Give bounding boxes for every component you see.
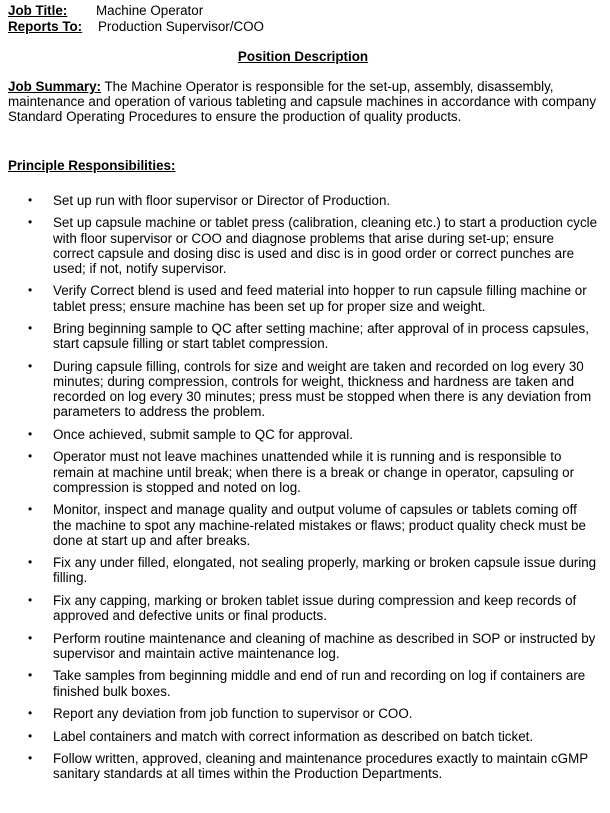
bullet-icon: • — [28, 283, 33, 298]
responsibility-text: Fix any under filled, elongated, not sealing properly, marking or broken capsule issue during filling. — [53, 555, 597, 586]
bullet-icon: • — [28, 706, 33, 721]
responsibilities-list — [8, 193, 598, 782]
bullet-icon: • — [28, 358, 33, 373]
responsibility-text: Operator must not leave machines unattended while it is running and is responsible to remain at machine until break; when there is a break or change in operator, capsuling or compression is stopped and noted on log. — [53, 449, 575, 495]
responsibility-item — [8, 706, 598, 721]
bullet-icon: • — [28, 592, 33, 607]
responsibility-text: Follow written, approved, cleaning and maintenance procedures exactly to maintain cGMP sanitary standards at all times within the Production Departments. — [53, 751, 588, 782]
reports-to-label: Reports To: — [8, 19, 83, 34]
job-summary-label: Job Summary: — [8, 79, 102, 94]
responsibility-text: Monitor, inspect and manage quality and output volume of capsules or tablets coming off the machine to spot any machine-related mistakes or flaws; product quality check must be done at start up and after breaks. — [53, 502, 586, 548]
bullet-icon: • — [28, 751, 33, 766]
responsibility-text: Once achieved, submit sample to QC for approval. — [53, 426, 353, 442]
reports-to-row — [8, 19, 598, 35]
responsibility-text: During capsule filling, controls for size and weight are taken and recorded on log every 30 minutes; during compression, controls for weight, thickness and hardness are taken and recorded on log every 30 minutes; press must be stopped when there is any deviation from parameters to address the problem. — [53, 358, 592, 420]
responsibility-item — [8, 729, 598, 744]
responsibility-text: Verify Correct blend is used and feed material into hopper to run capsule filling machine or tablet press; ensure machine has been set up for proper size and weight. — [53, 283, 587, 314]
responsibility-item — [8, 593, 598, 623]
responsibility-item — [8, 215, 598, 276]
job-title-label: Job Title: — [8, 3, 68, 18]
responsibility-item — [8, 193, 598, 208]
bullet-icon: • — [28, 449, 33, 464]
position-description-heading: Position Description — [237, 49, 369, 64]
responsibility-item — [8, 449, 598, 495]
responsibility-item — [8, 283, 598, 313]
job-title-value: Machine Operator — [96, 3, 204, 18]
bullet-icon: • — [28, 426, 33, 441]
responsibility-text: Bring beginning sample to QC after setting machine; after approval of in process capsules, start capsule filling or start tablet compression. — [53, 321, 589, 352]
bullet-icon: • — [28, 668, 33, 683]
responsibility-item — [8, 427, 598, 442]
responsibilities-heading: Principle Responsibilities: — [8, 157, 176, 173]
bullet-icon: • — [28, 215, 33, 230]
responsibility-text: Take samples from beginning middle and end of run and recording on log if containers are finished bulk boxes. — [53, 668, 586, 699]
responsibility-item — [8, 631, 598, 661]
responsibility-text: Fix any capping, marking or broken tablet issue during compression and keep records of approved and defective units or final products. — [53, 592, 577, 624]
bullet-icon: • — [28, 321, 33, 336]
job-summary — [8, 79, 598, 125]
responsibility-text: Report any deviation from job function to supervisor or COO. — [53, 706, 413, 722]
responsibility-item — [8, 668, 598, 698]
document-page — [8, 3, 598, 789]
responsibility-item — [8, 321, 598, 351]
responsibility-item — [8, 359, 598, 420]
responsibility-item — [8, 751, 598, 781]
bullet-icon: • — [28, 192, 33, 207]
bullet-icon: • — [28, 555, 33, 570]
bullet-icon: • — [28, 502, 33, 517]
job-summary-text: The Machine Operator is responsible for the set-up, assembly, disassembly, maintenance and operation of various tableting and capsule machines in accordance with company Standard Operating Procedures to ensure the production of quality products. — [8, 79, 597, 125]
responsibility-item — [8, 555, 598, 585]
bullet-icon: • — [28, 728, 33, 743]
responsibility-text: Label containers and match with correct information as described on batch ticket. — [53, 728, 534, 744]
responsibility-text: Perform routine maintenance and cleaning of machine as described in SOP or instructed by supervisor and maintain active maintenance log. — [53, 630, 596, 661]
responsibility-text: Set up capsule machine or tablet press (calibration, cleaning etc.) to start a production cycle with floor supervisor or COO and diagnose problems that arise during set-up; ensure correct capsule and dosing disc is used and disc is in good order or correct punches are used; if not, notify supervisor. — [53, 215, 598, 276]
responsibility-text: Set up run with floor supervisor or Director of Production. — [53, 192, 391, 208]
job-title-row — [8, 3, 598, 19]
responsibility-item — [8, 502, 598, 548]
bullet-icon: • — [28, 630, 33, 645]
reports-to-value: Production Supervisor/COO — [98, 19, 264, 34]
